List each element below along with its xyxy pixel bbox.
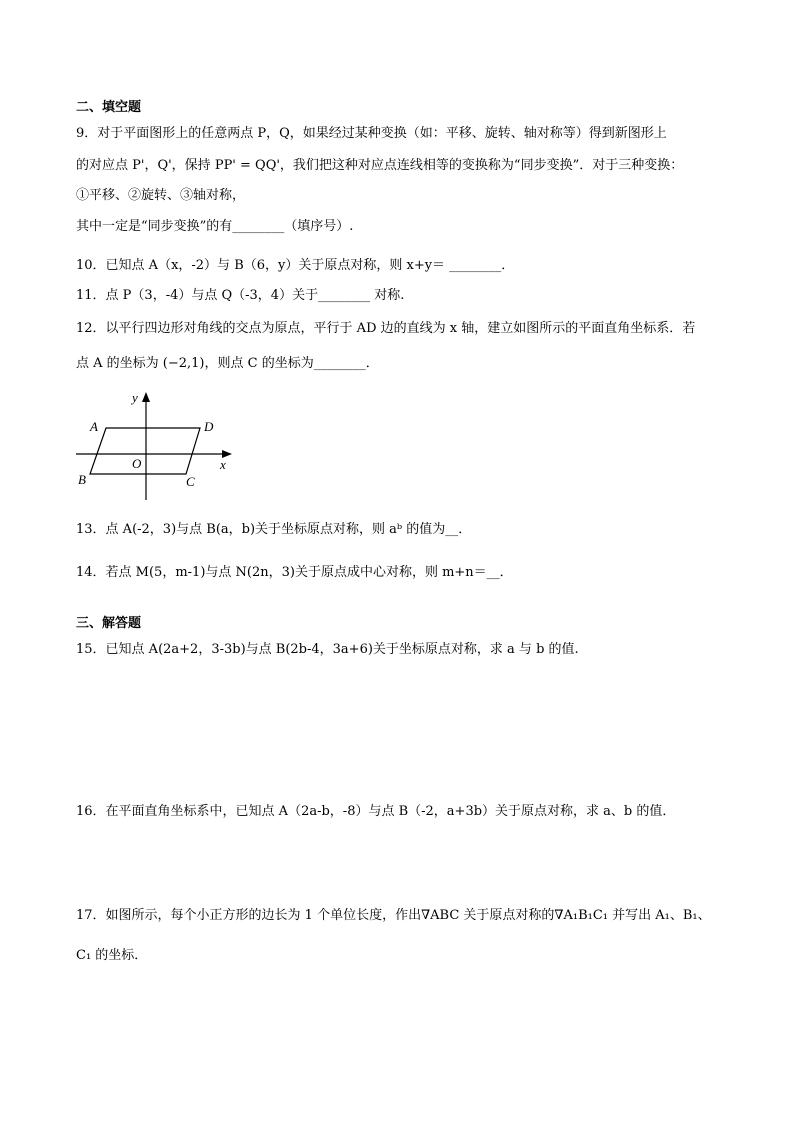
question-12-line-1: 12．以平行四边形对角线的交点为原点，平行于 AD 边的直线为 x 轴，建立如图所示的平面直角坐标系．若 [76,321,696,336]
question-9-line-4: 其中一定是“同步变换”的有________（填序号）. [76,219,354,234]
question-13: 13．点 A(-2，3)与点 B(a，b)关于坐标原点对称，则 aᵇ 的值为__． [76,522,472,537]
question-11: 11．点 P（3，-4）与点 Q（-3，4）关于________ 对称. [76,288,405,303]
label-b: B [78,472,86,487]
parallelogram-abcd [90,428,200,474]
label-a: A [90,419,98,434]
question-14: 14．若点 M(5，m-1)与点 N(2n，3)关于原点成中心对称，则 m+n＝__． [76,565,513,580]
question-16: 16．在平面直角坐标系中，已知点 A（2a-b，-8）与点 B（-2，a+3b）关于原点对称，求 a、b 的值． [76,804,676,819]
question-10: 10．已知点 A（x，-2）与 B（6，y）关于原点对称，则 x+y＝ ________． [76,258,515,273]
label-origin: O [132,456,142,471]
label-d: D [204,419,214,434]
label-x-axis: x [220,457,226,472]
y-axis-arrow [142,392,150,402]
label-c: C [186,474,195,489]
label-y-axis: y [132,390,138,405]
question-9-line-2: 的对应点 P'，Q'，保持 PP' = QQ'，我们把这种对应点连线相等的变换称为“同步变换”．对于三种变换： [76,158,684,173]
question-12-line-2: 点 A 的坐标为 (−2,1)，则点 C 的坐标为________． [76,356,379,371]
question-17-line-2: C₁ 的坐标． [76,948,148,963]
parallelogram-coordinate-figure [70,388,240,506]
section-heading-fill-blank: 二、填空题 [76,100,142,115]
question-15: 15．已知点 A(2a+2，3-3b)与点 B(2b-4，3a+6)关于坐标原点对称，求 a 与 b 的值. [76,642,579,657]
section-heading-answer: 三、解答题 [76,616,142,631]
question-9-line-1: 9．对于平面图形上的任意两点 P，Q，如果经过某种变换（如：平移、旋转、轴对称等）得到新图形上 [76,126,667,141]
question-17-line-1: 17．如图所示，每个小正方形的边长为 1 个单位长度，作出∇ABC 关于原点对称的∇A₁B₁C₁ 并写出 A₁、B₁、 [76,908,711,923]
question-9-line-3: ①平移、②旋转、③轴对称， [76,188,246,203]
